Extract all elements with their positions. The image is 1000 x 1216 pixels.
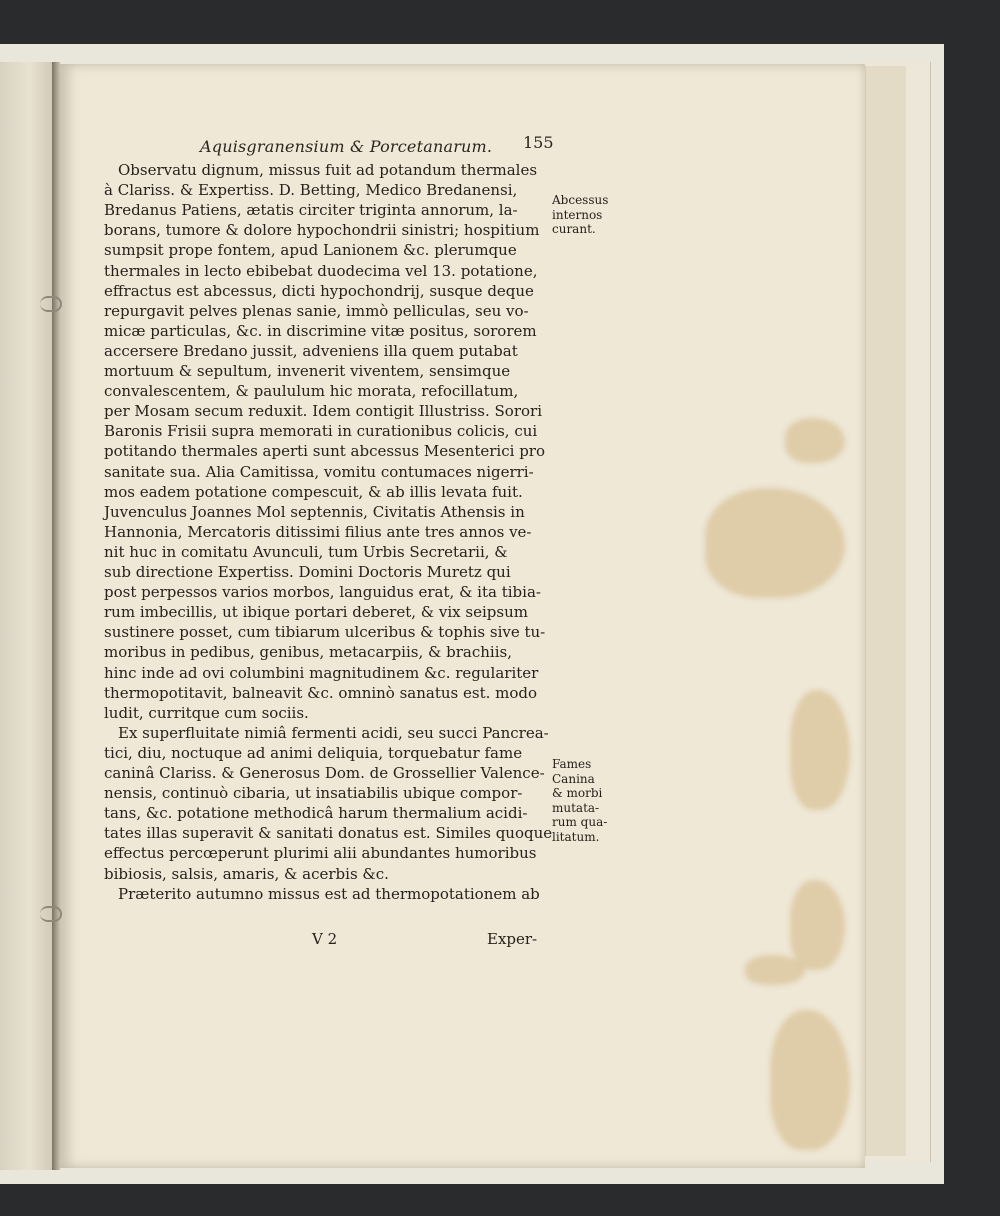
margin-line: Canina xyxy=(552,771,595,786)
margin-line: & morbi xyxy=(552,786,603,800)
text-line: tici, diu, noctuque ad animi deliquia, torquebatur fame xyxy=(104,743,523,762)
text-line: à Clariss. & Expertiss. D. Betting, Medico Bredanensi, xyxy=(104,181,518,200)
text-line: nit huc in comitatu Avunculi, tum Urbis Secretarii, & xyxy=(104,542,508,561)
catchword: Exper- xyxy=(487,930,538,948)
book-gutter xyxy=(52,62,60,1170)
text-line: micæ particulas, &c. in discrimine vitæ positus, sororem xyxy=(104,321,537,340)
text-line: thermopotitavit, balneavit &c. omninò sanatus est. modo xyxy=(104,683,538,702)
text-line: accersere Bredano jussit, adveniens illa quem putabat xyxy=(104,341,518,360)
text-line: Observatu dignum, missus fuit ad potandum thermales xyxy=(118,161,538,179)
water-stain xyxy=(745,955,805,985)
margin-line: litatum. xyxy=(552,829,600,844)
signature-mark: V 2 xyxy=(312,930,338,948)
water-stain xyxy=(790,880,845,970)
margin-line: rum qua- xyxy=(552,815,608,829)
water-stain xyxy=(770,1010,850,1150)
text-line: Præterito autumno missus est ad thermopotationem ab xyxy=(118,884,540,903)
text-line: effectus percœperunt plurimi alii abundantes humoribus xyxy=(104,844,537,863)
text-line: nensis, continuò cibaria, ut insatiabilis ubique compor- xyxy=(104,784,523,803)
margin-note-fames xyxy=(552,757,607,844)
text-line: moribus in pedibus, genibus, metacarpiis, & brachiis, xyxy=(104,643,512,662)
text-line: ludit, curritque cum sociis. xyxy=(104,703,309,722)
margin-line: Abcessus xyxy=(552,193,609,207)
text-line: caninâ Clariss. & Generosus Dom. de Grossellier Valence- xyxy=(104,764,545,782)
water-stain xyxy=(790,690,850,810)
text-line: sustinere posset, cum tibiarum ulceribus & tophis sive tu- xyxy=(104,623,546,642)
text-line: rum imbecillis, ut ibique portari deberet, & vix seipsum xyxy=(104,603,528,622)
water-stain xyxy=(705,488,845,598)
text-line: sanitate sua. Alia Camitissa, vomitu contumaces nigerri- xyxy=(104,462,534,481)
text-line: Juvenculus Joannes Mol septennis, Civitatis Athensis in xyxy=(104,502,525,521)
margin-line: curant. xyxy=(552,222,596,236)
text-line: Baronis Frisii supra memorati in curationibus colicis, cui xyxy=(104,422,538,441)
margin-line: Fames xyxy=(552,757,592,771)
margin-note-abcessus xyxy=(552,193,608,237)
text-line: mortuum & sepultum, invenerit viventem, sensimque xyxy=(104,362,511,380)
running-header: Aquisgranensium & Porcetanarum. xyxy=(200,137,493,156)
facing-page-edge xyxy=(0,62,56,1170)
text-line: tans, &c. potatione methodicâ harum thermalium acidi- xyxy=(104,804,528,823)
text-line: mos eadem potatione compescuit, & ab illis levata fuit. xyxy=(104,482,523,501)
margin-line: mutata- xyxy=(552,800,600,815)
text-line: Bredanus Patiens, ætatis circiter triginta annorum, la- xyxy=(104,201,518,220)
page-number: 155 xyxy=(523,133,554,152)
text-line: potitando thermales aperti sunt abcessus Mesenterici pro xyxy=(104,442,545,461)
text-line: hinc inde ad ovi columbini magnitudinem &c. regulariter xyxy=(104,663,539,682)
text-line: effractus est abcessus, dicti hypochondrij, susque deque xyxy=(104,281,534,300)
binding-stitch xyxy=(40,906,62,922)
text-line: sumpsit prope fontem, apud Lanionem &c. plerumque xyxy=(104,241,517,260)
text-line: convalescentem, & paululum hic morata, refocillatum, xyxy=(104,382,519,401)
text-line: sub directione Expertiss. Domini Doctoris Muretz qui xyxy=(104,563,511,581)
text-line: borans, tumore & dolore hypochondrii sinistri; hospitium xyxy=(104,221,540,240)
text-line: Hannonia, Mercatoris ditissimi filius ante tres annos ve- xyxy=(104,522,532,541)
text-line: tates illas superavit & sanitati donatus est. Similes quoque xyxy=(104,824,553,843)
text-line: bibiosis, salsis, amaris, & acerbis &c. xyxy=(104,864,389,883)
text-line: post perpessos varios morbos, languidus erat, & ita tibia- xyxy=(104,583,541,602)
text-line: thermales in lecto ebibebat duodecima vel 13. potatione, xyxy=(104,261,538,280)
margin-line: internos xyxy=(552,207,603,222)
water-stain xyxy=(785,418,845,463)
page-stack-edge-inner xyxy=(865,66,906,1156)
binding-stitch xyxy=(40,296,62,312)
text-line: repurgavit pelves plenas sanie, immò pelliculas, seu vo- xyxy=(104,301,529,320)
text-line: Ex superfluitate nimiâ fermenti acidi, seu succi Pancrea- xyxy=(118,723,549,742)
text-line: per Mosam secum reduxit. Idem contigit Illustriss. Sorori xyxy=(104,402,542,421)
